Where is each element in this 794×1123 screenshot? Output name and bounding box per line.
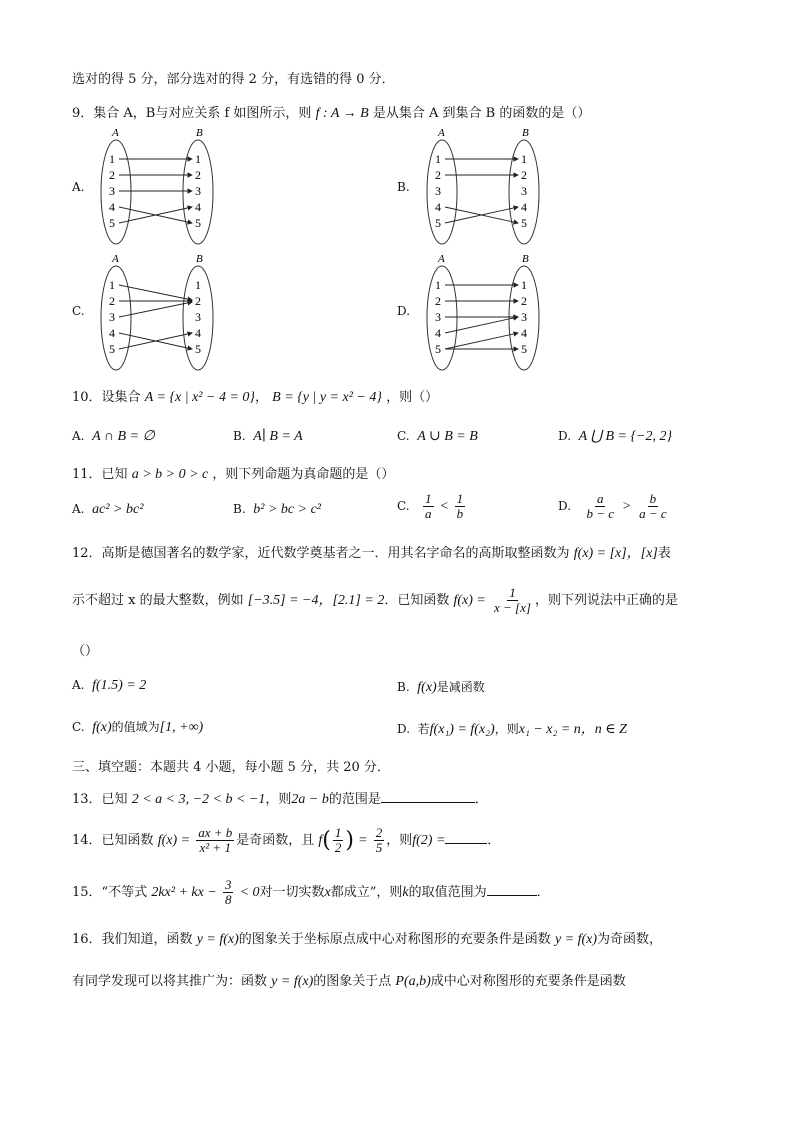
right-1: 1	[195, 152, 201, 166]
text: 都成立”，则	[330, 885, 403, 900]
fraction: $\frac{a}{b - c}$	[586, 491, 615, 521]
fraction: $\frac{1}{2}$	[334, 825, 342, 855]
set-b-label: B	[522, 127, 529, 139]
option-label: D.	[397, 722, 411, 736]
q11-stem	[72, 463, 394, 483]
answer-blank[interactable]	[487, 883, 537, 896]
left-5: 5	[109, 342, 115, 356]
q12-line1	[72, 542, 671, 562]
q10-sep: ，	[255, 390, 269, 405]
right-4: 4	[195, 200, 201, 214]
q12-option-a[interactable]	[72, 678, 146, 694]
q12-option-d[interactable]	[397, 718, 627, 738]
q10-set-b: B = {y | y = x² − 4}	[272, 390, 382, 405]
q16-line1	[72, 928, 662, 948]
q9-diagram-c	[92, 252, 222, 374]
q12-option-b[interactable]	[397, 678, 485, 696]
right-2: 2	[521, 294, 527, 308]
arrow	[445, 317, 518, 333]
right-4: 4	[521, 326, 527, 340]
left-4: 4	[109, 200, 115, 214]
left-2: 2	[435, 294, 441, 308]
q10-stem	[72, 386, 438, 406]
q9-prefix: 9．集合 A，B与对应关系 f 如图所示，则	[72, 106, 312, 121]
right-2: 2	[521, 168, 527, 182]
math: [−3.5] = −4，[2.1] = 2	[247, 593, 385, 608]
option-text: 若	[417, 722, 430, 736]
q12-line3: （）	[72, 644, 99, 659]
right-5: 5	[195, 216, 201, 230]
q9-option-d-label[interactable]: D.	[397, 304, 411, 318]
q11-suffix: ，则下列命题为真命题的是（）	[212, 467, 395, 482]
q10-option-d[interactable]	[558, 428, 672, 445]
text: 成中心对称图形的充要条件是函数	[430, 974, 626, 989]
fraction: $\frac{ax + b}{\text{x² + 1}}$	[198, 825, 233, 855]
option-math: A ∩ B = ∅	[92, 429, 155, 444]
option-text: 的值域为	[111, 720, 160, 734]
left-2: 2	[435, 168, 441, 182]
q9-math: f : A → B	[315, 106, 369, 121]
right-1: 1	[521, 278, 527, 292]
right-5: 5	[521, 216, 527, 230]
fraction: $\frac{1}{b}$	[456, 491, 464, 521]
text: 示不超过 x 的最大整数，例如	[72, 593, 244, 608]
math: P(a,b)	[395, 974, 431, 989]
option-label: B.	[233, 502, 246, 516]
text: 对一切实数	[259, 885, 325, 900]
left-3: 3	[109, 184, 115, 198]
q9-diagram-d	[418, 252, 548, 374]
q9-diagram-b	[418, 126, 548, 248]
q11-prefix: 11．已知	[72, 467, 128, 482]
set-a-label: A	[438, 253, 445, 265]
q14: 14．已知函数 f(x) = $\frac{ax + b}{\text{x² + 1}}$ 是奇函数，且 f( $\frac{1}{2}$ ) = $\frac{2}{5}$ ，则f(2) = ．	[72, 825, 501, 855]
right-2: 2	[195, 168, 201, 182]
text: ．	[536, 885, 550, 900]
math: f(2) =	[412, 833, 446, 848]
left-3: 3	[435, 184, 441, 198]
q11-option-d[interactable]	[558, 492, 671, 521]
text: ．	[487, 833, 501, 848]
math: f(x) = [x]，[x]	[573, 546, 658, 561]
option-label: B.	[233, 429, 246, 443]
math: x	[324, 885, 331, 900]
text: 的图象关于坐标原点成中心对称图形的充要条件是函数	[238, 932, 551, 947]
text: 12．高斯是德国著名的数学家，近代数学奠基者之一．用其名字命名的高斯取整函数为	[72, 546, 570, 561]
left-1: 1	[109, 152, 115, 166]
option-math: [1, +∞)	[159, 720, 204, 735]
text: 15．“不等式	[72, 885, 148, 900]
left-5: 5	[109, 216, 115, 230]
set-b-label: B	[522, 253, 529, 265]
text: 为奇函数，	[597, 932, 663, 947]
option-label: D.	[558, 499, 572, 513]
left-3: 3	[109, 310, 115, 324]
right-1: 1	[195, 278, 201, 292]
text: 16．我们知道，函数	[72, 932, 193, 947]
q15	[72, 878, 550, 907]
q13	[72, 788, 488, 808]
left-4: 4	[435, 200, 441, 214]
q10-suffix: ，则（）	[386, 390, 439, 405]
right-3: 3	[195, 310, 201, 324]
right-5: 5	[521, 342, 527, 356]
left-3: 3	[435, 310, 441, 324]
q9-stem	[72, 102, 590, 122]
set-b-label: B	[196, 253, 203, 265]
left-5: 5	[435, 342, 441, 356]
q11-option-b[interactable]	[233, 502, 321, 518]
fraction: $\frac{3}{8}$	[224, 877, 232, 907]
option-label: D.	[558, 429, 572, 443]
text: ，则	[265, 792, 292, 807]
left-4: 4	[109, 326, 115, 340]
option-text: 是减函数	[436, 680, 485, 694]
answer-blank[interactable]	[445, 831, 487, 844]
text: 的范围是	[328, 792, 381, 807]
section-3-heading: 三、填空题：本题共 4 小题，每小题 5 分，共 20 分．	[72, 760, 390, 775]
text: 的图象关于点	[313, 974, 392, 989]
right-3: 3	[521, 310, 527, 324]
fraction: $\frac{1}{x - [x]}$	[494, 585, 531, 615]
q12-line2	[72, 586, 678, 615]
q9-suffix: 是从集合 A 到集合 B 的函数的是（）	[372, 106, 591, 121]
left-2: 2	[109, 168, 115, 182]
option-math: f(x)	[417, 680, 437, 695]
set-b-label: B	[196, 127, 203, 139]
set-a-label: A	[112, 253, 119, 265]
fraction: $\frac{2}{5}$	[375, 825, 383, 855]
text: 是奇函数，且	[236, 833, 315, 848]
q10-prefix: 10．设集合	[72, 390, 141, 405]
fraction: $\frac{1}{a}$	[425, 491, 432, 521]
right-5: 5	[195, 342, 201, 356]
text: ．	[474, 792, 488, 807]
right-3: 3	[521, 184, 527, 198]
option-math: b² > bc > c²	[253, 502, 321, 517]
answer-blank[interactable]	[381, 790, 475, 803]
math: f	[318, 833, 323, 848]
math: =	[358, 833, 368, 848]
right-4: 4	[521, 200, 527, 214]
text: 表	[657, 546, 671, 561]
option-label: C.	[72, 720, 85, 734]
left-4: 4	[435, 326, 441, 340]
q9-diagram-a	[92, 126, 222, 248]
option-math: A ⋃ B = {−2, 2}	[578, 429, 673, 444]
math: f(x) =	[157, 833, 191, 848]
option-label: A.	[72, 429, 85, 443]
text: 14．已知函数	[72, 833, 154, 848]
option-label: A.	[72, 502, 85, 516]
q11-option-a[interactable]	[72, 502, 143, 518]
option-label: A.	[72, 678, 85, 692]
math: 2kx² + kx −	[151, 885, 217, 900]
option-math: ac² > bc²	[92, 502, 144, 517]
intro-text: 选对的得 5 分，部分选对的得 2 分，有选错的得 0 分．	[72, 72, 395, 87]
q9-option-b-label[interactable]: B.	[397, 180, 410, 194]
operator: <	[439, 499, 449, 514]
fraction: $\frac{b}{a - c}$	[639, 491, 667, 521]
right-4: 4	[195, 326, 201, 340]
set-a-label: A	[112, 127, 119, 139]
arrow	[119, 302, 192, 317]
math: k	[402, 885, 409, 900]
left-1: 1	[435, 152, 441, 166]
right-2: 2	[195, 294, 201, 308]
option-math: A ∪ B = B	[417, 429, 478, 444]
q11-option-c[interactable]	[397, 492, 467, 521]
set-a-label: A	[438, 127, 445, 139]
left-5: 5	[435, 216, 441, 230]
q10-set-a: A = {x | x² − 4 = 0}	[144, 390, 255, 405]
option-math: x₁ − x₂ = n，n ∈ Z	[518, 722, 627, 737]
option-math: A∣ B = A	[253, 429, 303, 444]
q9-option-a-label[interactable]: A.	[72, 180, 85, 194]
q12-option-c[interactable]	[72, 718, 203, 736]
option-math: f(x₁) = f(x₂)	[429, 722, 495, 737]
q10-option-b[interactable]	[233, 428, 303, 445]
option-label: C.	[397, 499, 410, 513]
text: 有同学发现可以将其推广为：函数	[72, 974, 268, 989]
option-math: f(x)	[92, 720, 112, 735]
text: 的取值范围为	[408, 885, 487, 900]
right-3: 3	[195, 184, 201, 198]
left-1: 1	[435, 278, 441, 292]
q10-option-a[interactable]	[72, 428, 155, 445]
operator: >	[621, 499, 632, 514]
right-1: 1	[521, 152, 527, 166]
q11-cond: a > b > 0 > c	[131, 467, 209, 482]
text: ．已知函数	[384, 593, 450, 608]
text: ，则下列说法中正确的是	[534, 593, 678, 608]
q16-line2	[72, 970, 626, 990]
math: f(x) =	[453, 593, 486, 608]
math: y = f(x)	[196, 932, 239, 947]
option-text: ，则	[494, 722, 519, 736]
option-math: f(1.5) = 2	[92, 678, 147, 693]
q10-option-c[interactable]	[397, 428, 478, 445]
left-2: 2	[109, 294, 115, 308]
math: y = f(x)	[271, 974, 314, 989]
math: y = f(x)	[554, 932, 598, 947]
math: 2a − b	[291, 792, 329, 807]
text: ，则	[386, 833, 413, 848]
option-label: B.	[397, 680, 410, 694]
math: 2 < a < 3, −2 < b < −1	[131, 792, 266, 807]
left-1: 1	[109, 278, 115, 292]
math: < 0	[239, 885, 260, 900]
option-label: C.	[397, 429, 410, 443]
q9-option-c-label[interactable]: C.	[72, 304, 85, 318]
text: 13．已知	[72, 792, 128, 807]
